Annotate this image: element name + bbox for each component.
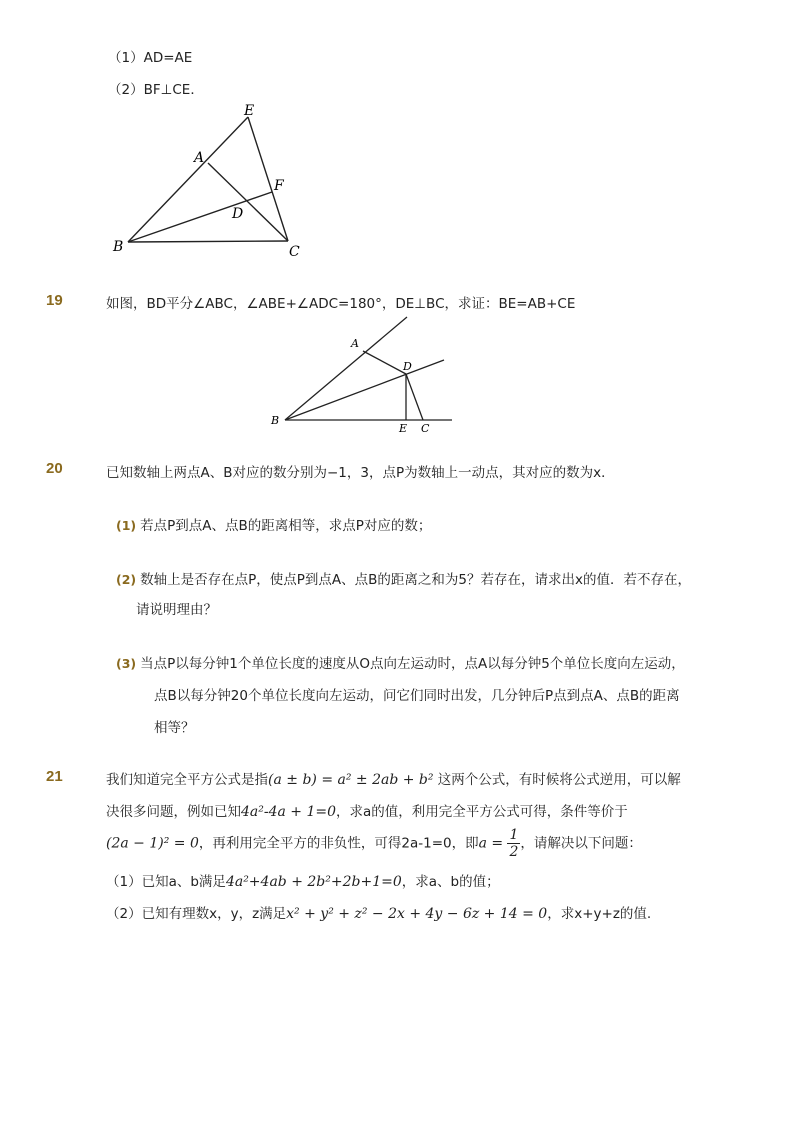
formula-example: 4a²-4a + 1=0 bbox=[241, 804, 337, 820]
sub-question-3-line-2: 点B以每分钟20个单位长度向左运动，问它们同时出发，几分钟后P点到点A、点B的距离 bbox=[154, 688, 680, 704]
label-D: D bbox=[403, 360, 412, 373]
question-21-line-2 bbox=[106, 800, 628, 820]
text: 这两个公式，有时候将公式逆用，可以解 bbox=[433, 772, 681, 788]
text: ，再利用完全平方的非负性，可得2a-1=0，即 bbox=[198, 835, 479, 852]
fraction-one-half bbox=[507, 827, 520, 860]
question-21-part-2 bbox=[106, 902, 651, 922]
formula-perfect-square: (a ± b) = a² ± 2ab + b² bbox=[268, 772, 434, 788]
question-number-21: 21 bbox=[46, 768, 63, 785]
line-BC bbox=[128, 241, 288, 242]
segment-AD bbox=[363, 351, 406, 374]
label-C: C bbox=[289, 244, 300, 260]
label-A: A bbox=[351, 337, 359, 350]
text: 决很多问题，例如已知 bbox=[106, 804, 241, 820]
question-20-stem: 已知数轴上两点A、B对应的数分别为−1，3，点P为数轴上一动点，其对应的数为x． bbox=[106, 465, 615, 481]
sub-question-2-line-2: 请说明理由？ bbox=[136, 602, 217, 618]
question-number-20: 20 bbox=[46, 460, 63, 477]
label-C: C bbox=[421, 422, 430, 435]
denominator: 2 bbox=[509, 844, 519, 860]
sub-question-1 bbox=[116, 514, 431, 534]
sub-question-2-line-1: 数轴上是否存在点P，使点P到点A、点B的距离之和为5？若存在，请求出x的值．若不存在， bbox=[140, 572, 691, 588]
part-2-statement: （2）BF⊥CE． bbox=[108, 82, 204, 98]
question-21-line-3 bbox=[106, 827, 642, 860]
sub-question-2 bbox=[116, 568, 691, 588]
text: ，求a的值，利用完全平方公式可得，条件等价于 bbox=[336, 804, 628, 820]
numerator: 1 bbox=[509, 827, 519, 843]
label-D: D bbox=[232, 206, 244, 222]
sub-question-3 bbox=[116, 652, 685, 672]
text: 我们知道完全平方公式是指 bbox=[106, 772, 268, 788]
sub-tag-2: (2) bbox=[116, 572, 137, 587]
text: ，请解决以下问题： bbox=[520, 835, 642, 852]
triangle-figure-1 bbox=[100, 100, 320, 265]
text: （2）已知有理数x，y，z满足 bbox=[106, 906, 287, 922]
label-F: F bbox=[274, 178, 284, 194]
text: ，求a、b的值； bbox=[401, 874, 500, 890]
text: ，求x+y+z的值. bbox=[547, 906, 652, 922]
segment-DC bbox=[406, 374, 423, 420]
label-B: B bbox=[271, 414, 280, 427]
label-B: B bbox=[113, 239, 124, 255]
formula-part-2: x² + y² + z² − 2x + 4y − 6z + 14 = 0 bbox=[286, 906, 548, 922]
angle-bisector-figure bbox=[262, 310, 472, 435]
formula-a-equals: a = bbox=[478, 835, 504, 852]
label-A: A bbox=[194, 150, 205, 166]
sub-tag-1: (1) bbox=[116, 518, 137, 533]
line-BE bbox=[128, 117, 248, 242]
question-number-19: 19 bbox=[46, 292, 63, 309]
formula-part-1: 4a²+4ab + 2b²+2b+1=0 bbox=[225, 874, 402, 890]
question-21-part-1 bbox=[106, 870, 500, 890]
question-19-text: 如图，BD平分∠ABC，∠ABE+∠ADC=180°，DE⊥BC，求证：BE=AB+CE bbox=[106, 296, 576, 312]
sub-tag-3: (3) bbox=[116, 656, 137, 671]
formula-square-zero: (2a − 1)² = 0 bbox=[106, 835, 199, 852]
ray-BA bbox=[285, 317, 407, 420]
sub-question-3-line-1: 当点P以每分钟1个单位长度的速度从O点向左运动时，点A以每分钟5个单位长度向左运动， bbox=[140, 656, 685, 672]
label-E: E bbox=[399, 422, 408, 435]
sub-question-3-line-3: 相等？ bbox=[154, 720, 195, 736]
label-E: E bbox=[244, 103, 255, 119]
part-1-statement: （1）AD=AE bbox=[108, 50, 193, 66]
sub-question-1-text: 若点P到点A、点B的距离相等，求点P对应的数； bbox=[140, 518, 432, 534]
line-BF bbox=[128, 192, 272, 242]
text: （1）已知a、b满足 bbox=[106, 874, 226, 890]
question-21-line-1 bbox=[106, 768, 681, 788]
